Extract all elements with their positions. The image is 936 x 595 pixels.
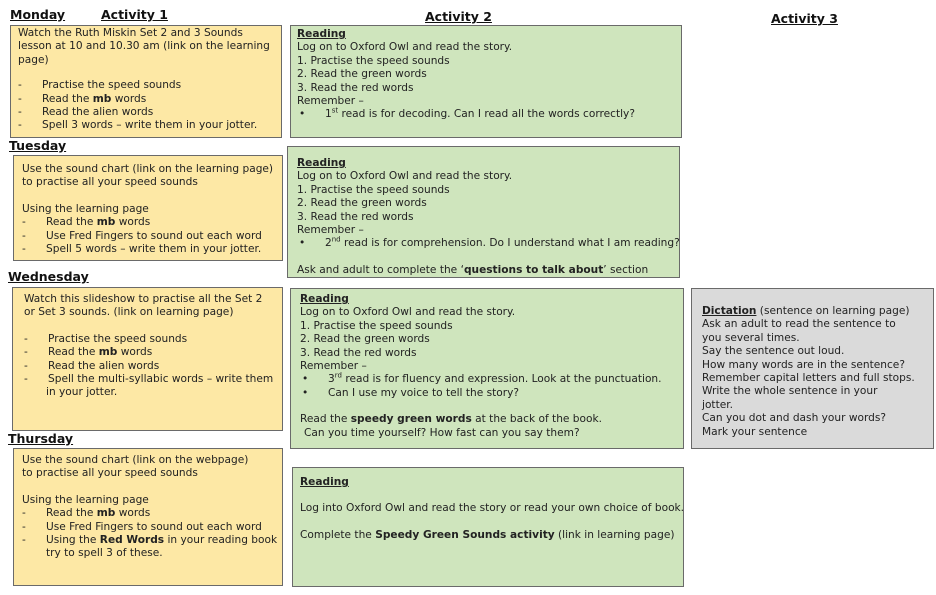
day-heading-thursday: Thursday [8,431,74,446]
wednesday-a2-time-line: Can you time yourself? How fast can you say them? [304,426,580,439]
monday-a2-line: Log on to Oxford Owl and read the story. [297,41,513,54]
day-heading-wednesday: Wednesday [8,269,89,284]
dictation-line: Mark your sentence [702,425,808,438]
dictation-line: Ask an adult to read the sentence to [702,318,896,331]
dictation-line: Say the sentence out loud. [702,345,845,358]
tuesday-a1-line: to practise all your speed sounds [22,176,198,189]
tuesday-a2-bullet: • 2nd read is for comprehension. Do I understand what I am reading? [299,235,680,250]
tuesday-a2-line: 3. Read the red words [297,210,414,223]
monday-a1-item: - Read the mb words [18,92,147,105]
wednesday-a1-intro-1: Watch this slideshow to practise all the Set 2 [24,293,263,305]
column-heading-activity-2: Activity 2 [425,9,492,24]
wednesday-a1-item-cont: in your jotter. [46,386,118,399]
monday-a1-item: - Spell 3 words – write them in your jotter. [18,119,258,132]
thursday-a1-item-cont: try to spell 3 of these. [46,547,163,560]
dictation-line: Remember capital letters and full stops. [702,372,915,385]
thursday-a2-line: Log into Oxford Owl and read the story or read your own choice of book. [300,502,685,515]
monday-a1-intro-3: page) [18,53,49,66]
wednesday-a1-item: - Spell the multi-syllabic words – write them [24,373,274,386]
tuesday-a1-item: - Read the mb words [22,216,151,229]
column-heading-activity-1: Activity 1 [101,7,168,22]
tuesday-a2-title: Reading [297,157,346,169]
monday-activity-1-box [10,25,282,138]
monday-a1-intro-2: lesson at 10 and 10.30 am (link on the learning [18,40,270,53]
wednesday-a2-line: Remember – [300,360,367,373]
monday-a2-line: 1. Practise the speed sounds [297,54,450,67]
wednesday-a1-item: - Read the mb words [24,346,153,359]
wednesday-a2-bullet: • 3rd read is for fluency and expression. Look at the punctuation. [302,371,662,386]
tuesday-a2-line: Remember – [297,224,364,237]
wednesday-a1-intro-2: or Set 3 sounds. (link on learning page) [24,306,234,319]
wednesday-a2-line: 3. Read the red words [300,346,417,359]
wednesday-a2-bullet: • Can I use my voice to tell the story? [302,386,520,399]
thursday-a2-activity-line: Complete the Speedy Green Sounds activity (link in learning page) [300,528,675,541]
monday-a1-item: - Practise the speed sounds [18,79,182,92]
thursday-a1-line: to practise all your speed sounds [22,467,198,480]
monday-a1-intro-1: Watch the Ruth Miskin Set 2 and 3 Sounds [18,27,243,39]
wednesday-activity-2-box [290,288,684,449]
tuesday-activity-1-box [13,155,283,261]
wednesday-activity-1-box [12,287,283,431]
tuesday-a1-line: Using the learning page [22,202,149,215]
thursday-a1-item: - Use Fred Fingers to sound out each word [22,520,262,533]
dictation-line: jotter. [702,398,733,411]
thursday-a1-line: Use the sound chart (link on the webpage) [22,454,249,466]
monday-a2-line: 3. Read the red words [297,81,414,94]
dictation-line: Write the whole sentence in your [702,385,878,398]
thursday-a2-title: Reading [300,476,349,488]
monday-a2-title: Reading [297,28,346,40]
wednesday-a1-item: - Read the alien words [24,359,160,372]
dictation-line: How many words are in the sentence? [702,358,905,371]
tuesday-a2-line: 1. Practise the speed sounds [297,183,450,196]
tuesday-a1-item: - Spell 5 words – write them in your jotter. [22,243,262,256]
monday-a2-bullet: • 1st read is for decoding. Can I read all the words correctly? [299,106,635,121]
wednesday-a2-speedy-line: Read the speedy green words at the back of the book. [300,413,602,426]
thursday-a1-line: Using the learning page [22,493,149,506]
wednesday-a1-item: - Practise the speed sounds [24,332,188,345]
wednesday-activity-3-box [691,288,934,449]
monday-a2-line: Remember – [297,95,364,108]
thursday-activity-2-box [292,467,684,587]
column-heading-activity-3: Activity 3 [771,11,838,26]
wednesday-a2-line: 2. Read the green words [300,333,430,346]
thursday-a1-item: - Read the mb words [22,507,151,520]
tuesday-activity-2-box [287,146,680,278]
thursday-activity-1-box [13,448,283,586]
tuesday-a2-line: Log on to Oxford Owl and read the story. [297,170,513,183]
day-heading-monday: Monday [10,7,66,22]
wednesday-a2-title: Reading [300,293,349,305]
monday-a2-line: 2. Read the green words [297,68,427,81]
dictation-line: you several times. [702,331,800,344]
tuesday-a2-question-line: Ask and adult to complete the ‘questions to talk about’ section [297,263,649,276]
wednesday-a2-line: 1. Practise the speed sounds [300,319,453,332]
tuesday-a1-item: - Use Fred Fingers to sound out each word [22,229,262,242]
day-heading-tuesday: Tuesday [9,138,67,153]
tuesday-a2-line: 2. Read the green words [297,197,427,210]
thursday-a1-item: - Using the Red Words in your reading book [22,534,278,547]
monday-a1-item: - Read the alien words [18,106,154,119]
tuesday-a1-line: Use the sound chart (link on the learning page) [22,163,274,175]
wednesday-a2-line: Log on to Oxford Owl and read the story. [300,306,516,319]
dictation-line: Can you dot and dash your words? [702,412,887,425]
dictation-title-line: Dictation (sentence on learning page) [702,305,910,317]
monday-activity-2-box [290,25,682,138]
